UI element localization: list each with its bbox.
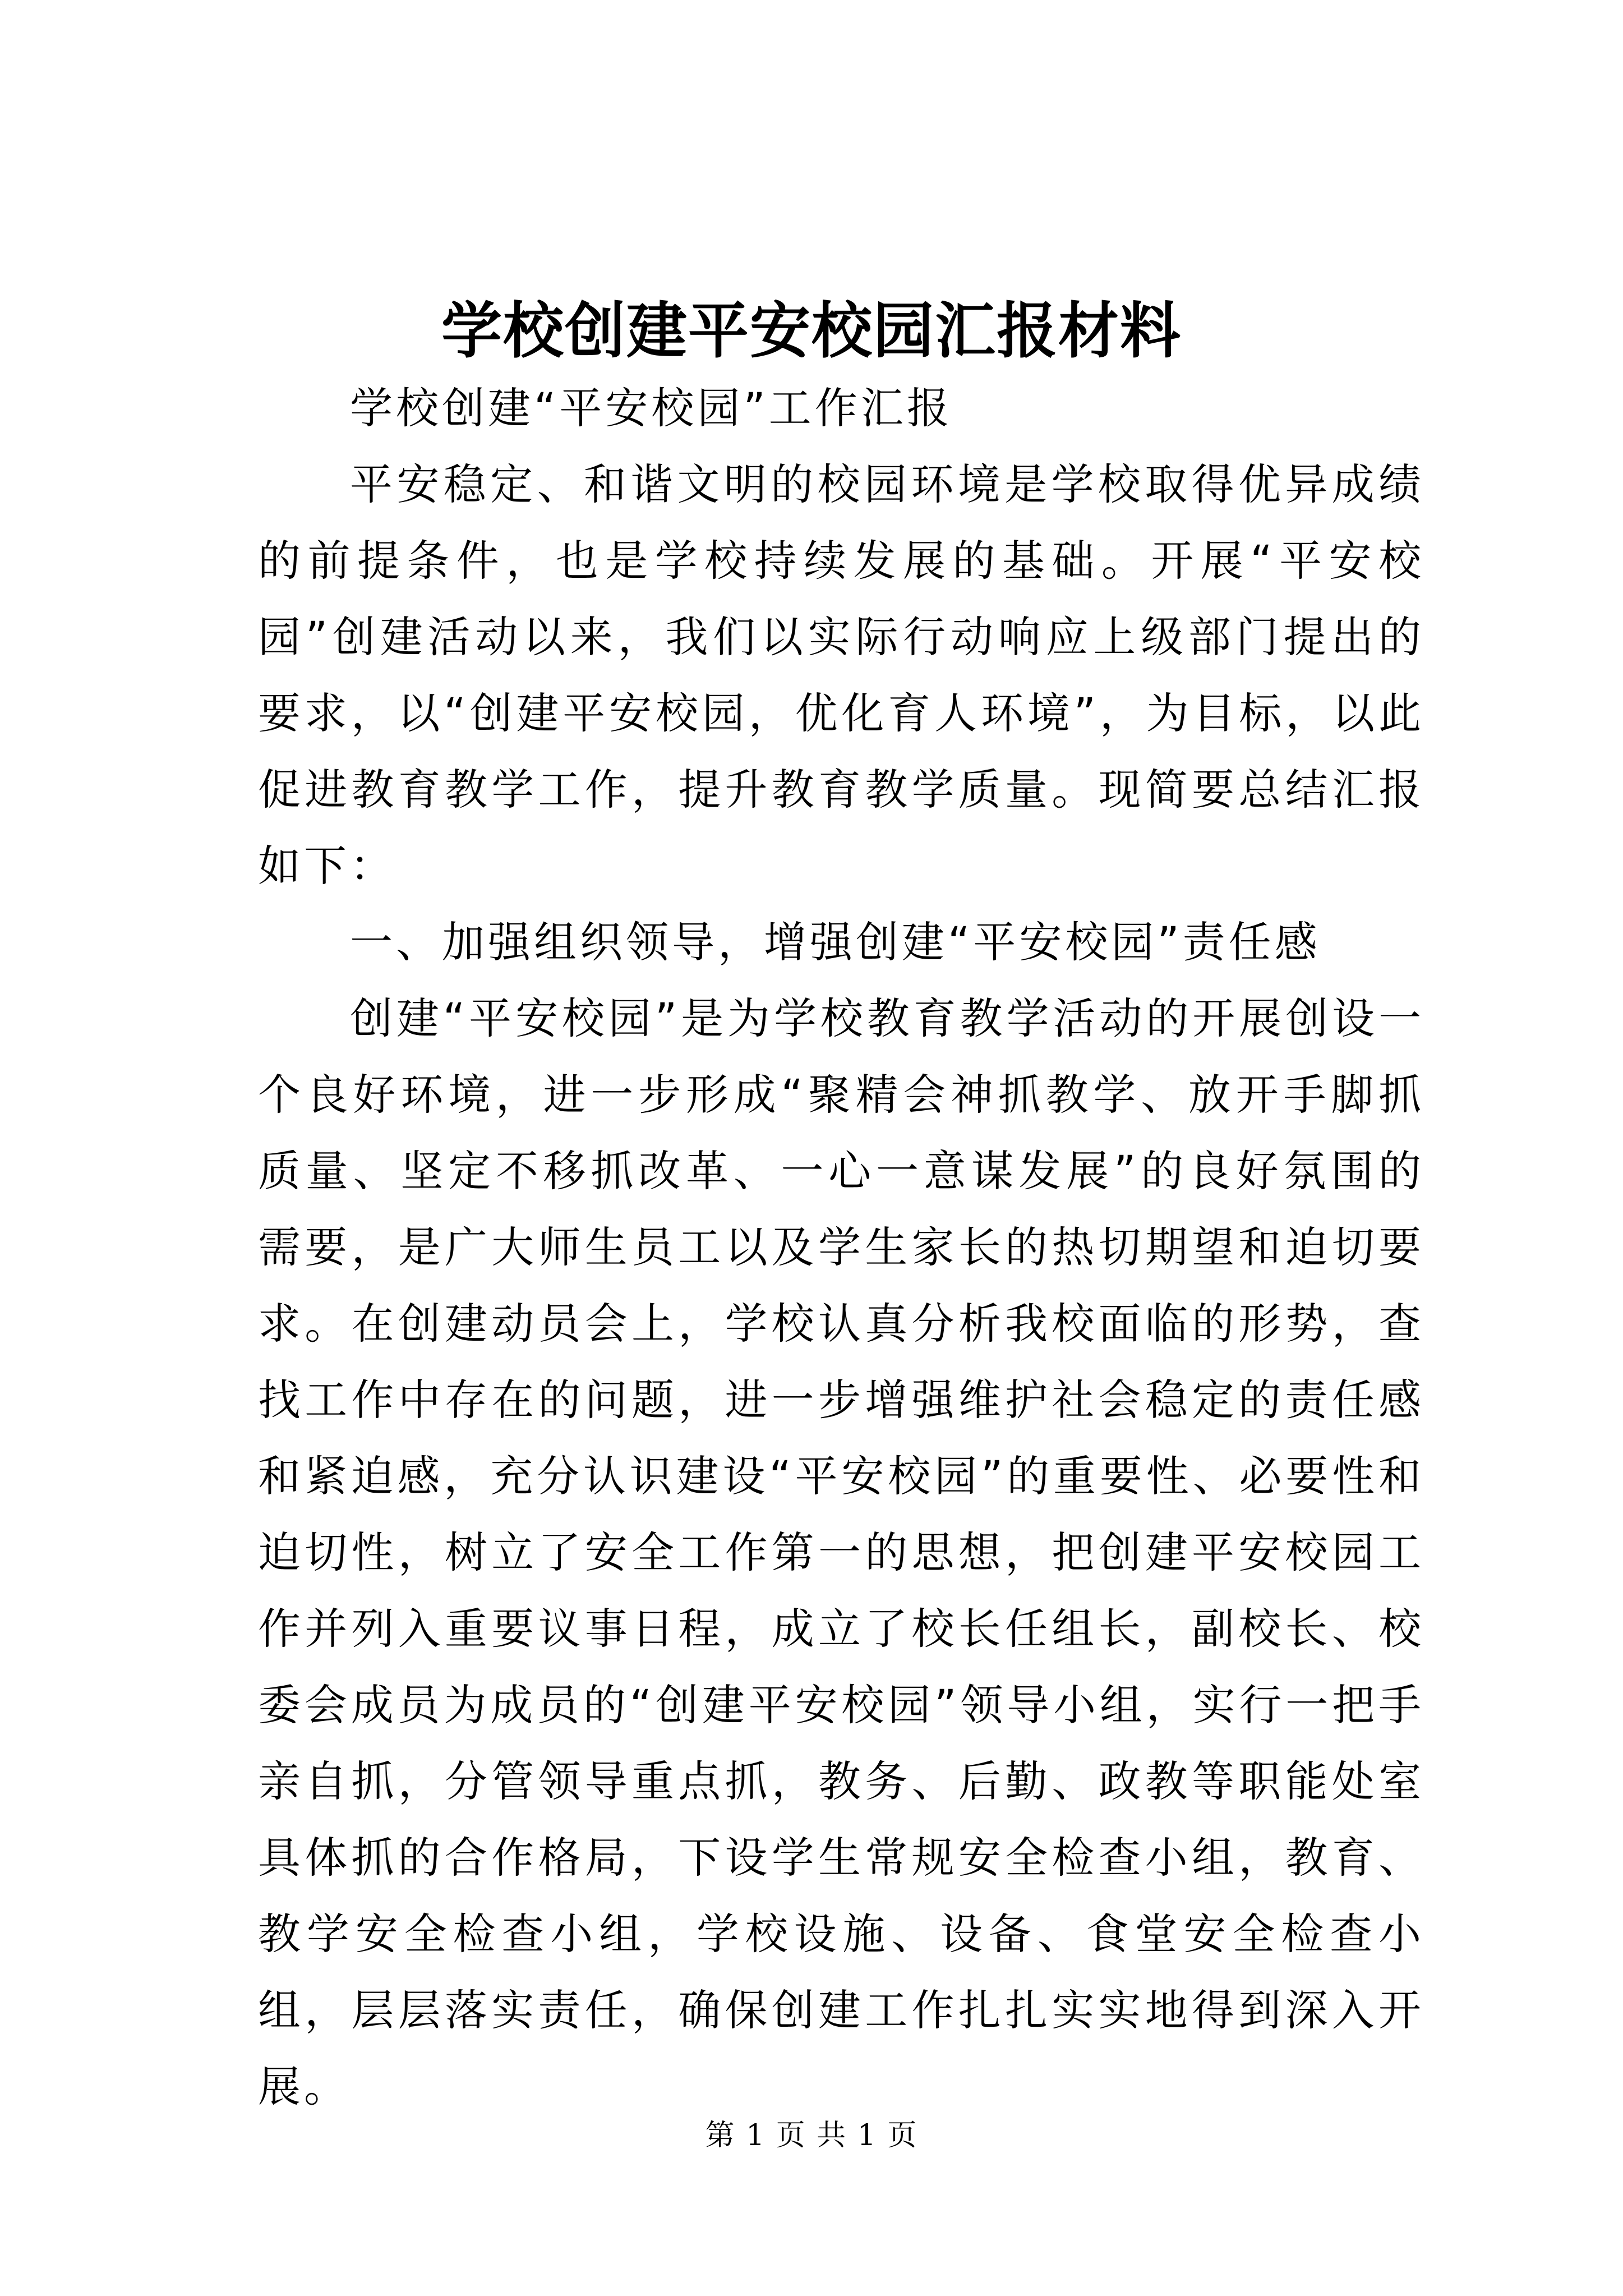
intro-paragraph: 平安稳定、和谐文明的校园环境是学校取得优异成绩的前提条件，也是学校持续发展的基础。开展“平安校园”创建活动以来，我们以实际行动响应上级部门提出的要求，以“创建平安校园，优化育人环境”，为目标，以此促进教育教学工作，提升教育教学质量。现简要总结汇报如下： xyxy=(258,459,1424,891)
page-footer: 第 1 页 共 1 页 xyxy=(705,2119,918,2152)
section-paragraph: 创建“平安校园”是为学校教育教学活动的开展创设一个良好环境，进一步形成“聚精会神抓教学、放开手脚抓质量、坚定不移抓改革、一心一意谋发展”的良好氛围的需要，是广大师生员工以及学生家长的热切期望和迫切要求。在创建动员会上，学校认真分析我校面临的形势，查找工作中存在的问题，进一步增强维护社会稳定的责任感和紧迫感，充分认识建设“平安校园”的重要性、必要性和迫切性，树立了安全工作第一的思想，把创建平安校园工作并列入重要议事日程，成立了校长任组长，副校长、校委会成员为成员的“创建平安校园”领导小组，实行一把手亲自抓，分管领导重点抓，教务、后勤、政教等职能处室具体抓的合作格局，下设学生常规安全检查小组，教育、教学安全检查小组，学校设施、设备、食堂安全检查小组，层层落实责任，确保创建工作扎扎实实地得到深入开展。 xyxy=(258,993,1424,2111)
document-title: 学校创建平安校园汇报材料 xyxy=(441,296,1182,366)
subtitle-paragraph: 学校创建“平安校园”工作汇报 xyxy=(350,383,953,433)
section-heading: 一、加强组织领导，增强创建“平安校园”责任感 xyxy=(350,917,1321,967)
document-body xyxy=(258,370,1424,2125)
